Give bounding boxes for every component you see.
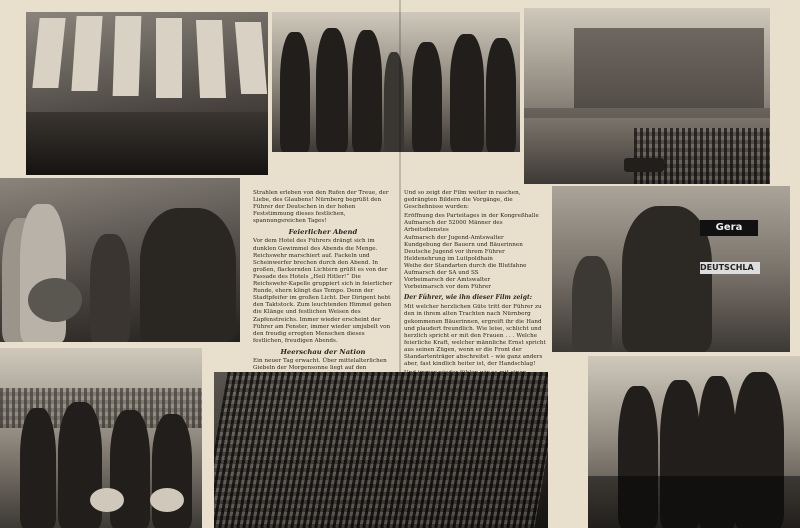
list-item: Eröffnung des Parteitages in der Kongreßhalle (404, 213, 539, 220)
list-item: Kundgebung der Bauern und Bäuerinnen (404, 241, 523, 248)
photo-officers (588, 356, 800, 528)
list-item: Vorbeimarsch der Amtswalter (404, 277, 491, 284)
list-item: Weihe der Standarten durch die Blutfahne (404, 262, 527, 269)
left-intro-text: Strahlen erleben von den Rufen der Treue, der Liebe, des Glaubens! Nürnberg begrüßt den Führer der Deutschen in der hohen Feststimmung dieses festlichen, spannungsreichen Tages! (253, 190, 389, 225)
right-intro-text: Und so zeigt der Film weiter in raschen, gedrängten Bildern die Vorgänge, die Geschehnisse wurden: (404, 190, 521, 211)
sign-gera: Gera (700, 220, 758, 236)
list-item: Vorbeimarsch vor dem Führer (404, 284, 491, 291)
heading-feierlicher-abend: Feierlicher Abend (288, 228, 358, 237)
list-item: Aufmarsch der 52000 Männer des Arbeitsdienstes (404, 220, 503, 234)
photo-mass-formation (214, 372, 548, 528)
page-gutter (399, 0, 401, 528)
photo-nuremberg-square (524, 8, 770, 184)
photo-marching-men (272, 12, 520, 152)
sign-deutschland: DEUTSCHLA (700, 262, 760, 274)
list-item: Heldenehrung im Luitpoldhain (404, 255, 493, 262)
photo-crowd-greeting (0, 178, 240, 342)
photo-flags-rally (26, 12, 268, 175)
list-item: Aufmarsch der Jugend-Amtswalter (404, 234, 504, 241)
right-paragraph-1: Mit welcher herzlichen Güte tritt der Führer zu den in ihrem alten Trachten nach Nürnberg gekommenen Bäuerinnen, ergreift ihr die Hand und plaudert freundlich. Wie leise, schlicht und herzlich spricht er mit den Frauen . . . Welche feierliche Kraft, welcher männliche Ernst spricht aus seinen Zügen, wenn er die Front der Standartenträger abschreitet – wie ganz anders aber, fast kindlich heiter ist, der Handschlag! (404, 304, 546, 368)
heading-der-fuehrer: Der Führer, wie ihn dieser Film zeigt: (404, 294, 533, 302)
film-scene-list (404, 213, 546, 291)
photo-drummers (0, 348, 202, 528)
heading-heerschau: Heerschau der Nation (280, 347, 366, 356)
left-paragraph-2: Ein neuer Tag erwacht. Über mittelalterlichen Giebeln der Morgensonne liegt auf den (253, 357, 387, 371)
list-item: Aufmarsch der SA und SS (404, 270, 479, 277)
right-article-column (404, 190, 546, 388)
left-paragraph-1: Vor dem Hotel des Führers drängt sich im dunklen Gewimmel des Abends die Menge. Reichswehr marschiert auf. Fackeln und Scheinwerfer brechen durch den Abend. In großen, flackernden Lichtern grüßt es von der Fassade des Hotels „Heil Hitler!“ Die Reichswehr-Kapelle gruppiert sich in feierlicher Runde, ehern klingt das Tempo. Denn der Stadtpfeifer im großen Licht. Der Dirigent hebt den Taktstock. Zum leuchtenden Himmel gehen die Klänge und festlichen Weisen des Zapfenstreichs. Immer wieder erscheint der Führer am Fenster, immer wieder umjubelt von den freudig erregten Menschen dieses festlichen, freudigen Abends. (253, 238, 393, 344)
list-item: Deutsche Jugend vor ihrem Führer (404, 248, 505, 255)
left-article-column (253, 190, 393, 388)
